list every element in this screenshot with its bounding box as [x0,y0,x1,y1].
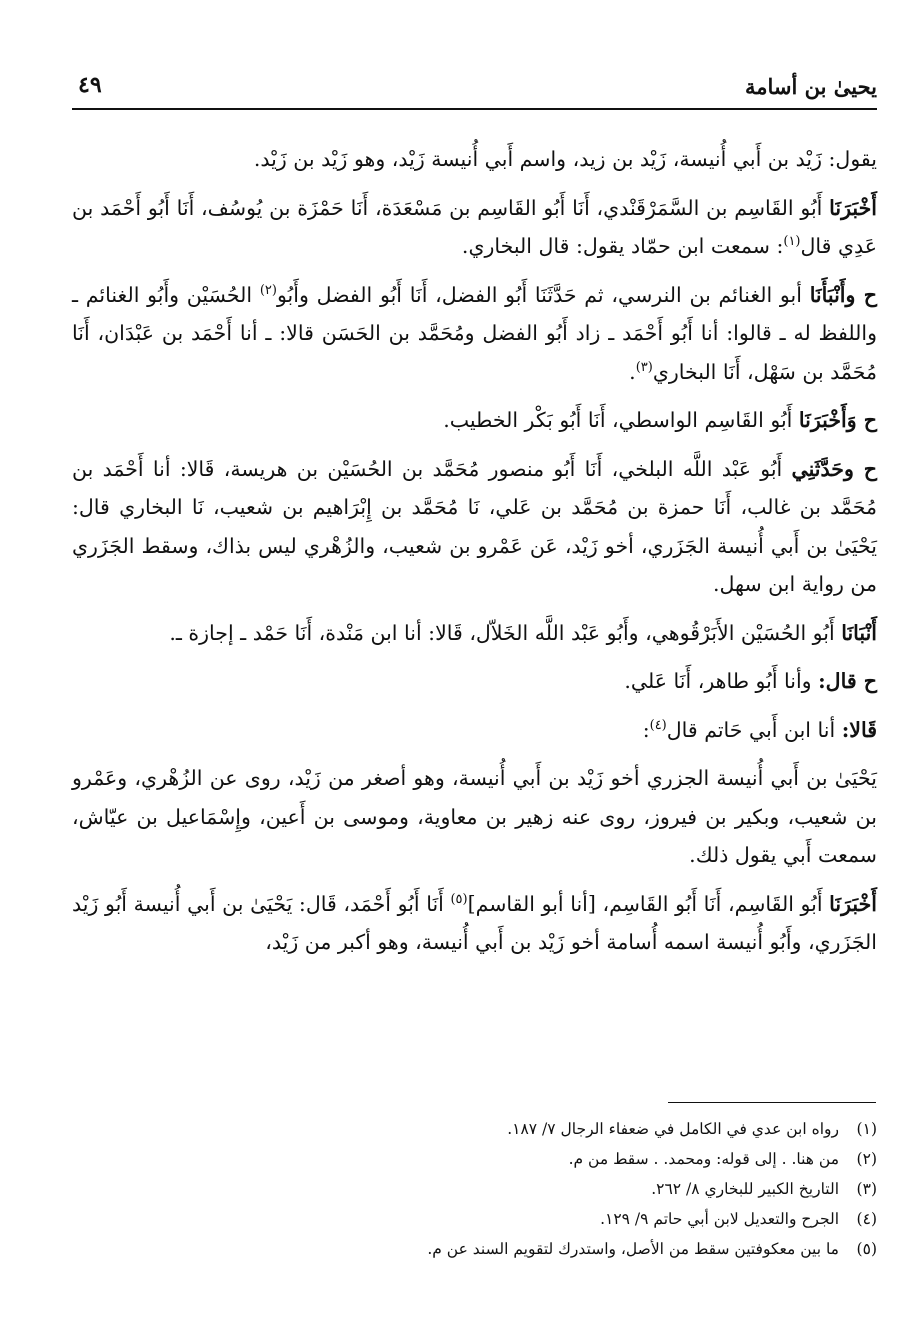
paragraph-text: يَحْيَىٰ بن أَبي أُنيسة الجزري أخو زَيْد بن أَبي أُنيسة، وهو أصغر من زَيْد، روى عن الزُهْري، وعَمْرو بن شعيب، وبكير بن فيروز، روى عنه زهير بن معاوية، وموسى بن أَعين، وإِسْمَاعيل بن عيّاش، سمعت أَبي يقول ذلك. [72,766,877,867]
running-title: يحيىٰ بن أسامة [744,74,877,99]
paragraph-text-cont: الحُسَيْن وأَبُو الغنائم ـ واللفظ له ـ قالوا: أنا أَبُو أَحْمَد ـ زاد أَبُو الفضل ومُحَمَّد بن الحَسَن قالا: ـ أنا أَحْمَد بن عَبْدَان، أَنَا مُحَمَّد بن سَهْل، أَنَا البخاري [72,282,877,384]
footnote-text: ما بين معكوفتين سقط من الأصل، واستدرك لتقويم السند عن م. [427,1240,839,1258]
paragraph-lead: ح وحَدَّثَنِي [791,456,877,481]
footnote-ref-4: (٤) [649,717,667,733]
running-header [72,62,877,110]
paragraph-lead: أَنْبَانَا [841,620,877,645]
paragraph-6 [72,614,877,653]
footnote-item [72,1234,877,1264]
footnote-text: الجرح والتعديل لابن أبي حاتم ٩/ ١٢٩. [600,1210,839,1228]
footnote-ref-1: (١) [783,234,801,250]
footnote-number: (١) [856,1120,877,1138]
paragraph-lead: ح قال: [818,669,877,693]
paragraph-10 [72,885,877,962]
footnote-divider [668,1102,876,1103]
paragraph-9 [72,759,877,875]
paragraph-lead: أَخْبَرَنَا [829,891,877,916]
page-number: ٤٩ [78,72,102,98]
paragraph-2 [72,189,877,266]
paragraph-text: أَبُو القَاسِم، أَنَا أَبُو القَاسِم، [أنا أبو القاسم] [467,891,830,916]
footnote-item [72,1114,877,1144]
paragraph-text-cont: : [642,717,650,742]
paragraph-text: أنا ابن أَبي حَاتم قال [666,717,842,742]
paragraph-lead: ح وأَنْبَأَنَا [809,282,877,307]
footnotes [72,1114,877,1264]
footnote-number: (٢) [856,1150,877,1168]
footnote-ref-5: (٥) [450,891,468,907]
paragraph-4 [72,401,877,440]
footnote-item [72,1144,877,1174]
footnote-ref-3: (٣) [635,359,653,375]
footnote-text: من هنا. . إلى قوله: ومحمد. . سقط من م. [568,1150,839,1168]
paragraph-7 [72,662,877,701]
footnote-number: (٣) [856,1180,877,1198]
paragraph-text: وأنا أَبُو طاهر، أَنَا عَلي. [624,669,819,693]
footnote-item [72,1204,877,1234]
paragraph-text: يقول: زَيْد بن أَبي أُنيسة، زَيْد بن زيد، واسم أَبي أُنيسة زَيْد، وهو زَيْد بن زَيْد. [253,147,877,171]
paragraph-1 [72,140,877,179]
paragraph-text-cont: أَنَا أَبُو أَحْمَد، قَال: يَحْيَىٰ بن أَبي أُنيسة أَبُو زَيْد الجَزَري، وأَبُو أُنيسة اسمه أُسامة أخو زَيْد بن أَبي أُنيسة، وهو أكبر من زَيْد، [72,891,877,954]
paragraph-text: أبو الغنائم بن النرسي، ثم حَدَّثَنَا أَبُو الفضل، أَنَا أَبُو الفضل وأَبُو [276,282,810,307]
footnote-number: (٥) [856,1240,877,1258]
footnote-number: (٤) [856,1210,877,1228]
paragraph-8 [72,711,877,750]
paragraph-lead: قَالا: [841,717,877,742]
paragraph-lead: أَخْبَرَنَا [829,195,877,220]
paragraph-3 [72,276,877,392]
footnote-text: التاريخ الكبير للبخاري ٨/ ٢٦٢. [651,1180,839,1198]
paragraph-text: أَبُو الحُسَيْن الأَبَرْقُوهي، وأَبُو عَبْد اللَّه الخَلاّل، قَالا: أنا ابن مَنْدة، أَنَا حَمْد ـ إجازة ـ. [169,620,842,645]
paragraph-lead: ح وَأَخْبَرَنَا [798,408,877,432]
main-text [72,140,877,972]
paragraph-text-end: . [629,359,636,384]
paragraph-text: أَبُو عَبْد اللَّه البلخي، أَنَا أَبُو منصور مُحَمَّد بن الحُسَيْن بن هريسة، قَالا: أنا أَحْمَد بن مُحَمَّد بن غالب، أَنَا حمزة بن مُحَمَّد بن عَلي، نَا مُحَمَّد بن إِبْرَاهيم بن شعيب، نَا البخاري قال: يَحْيَىٰ بن أَبي أُنيسة الجَزَري، أخو زَيْد، عَن عَمْرو بن شعيب، والزُهْري ليس بذاك، وسقط الجَزَري من رواية ابن سهل. [72,456,877,596]
footnote-text: رواه ابن عدي في الكامل في ضعفاء الرجال ٧/ ١٨٧. [507,1120,839,1138]
footnote-item [72,1174,877,1204]
footnote-ref-2: (٢) [259,282,277,298]
paragraph-text: أَبُو القَاسِم بن السَّمَرْقَنْدي، أَنَا أَبُو القَاسِم بن مَسْعَدَة، أَنَا حَمْزَة بن يُوسُف، أَنَا أَبُو أَحْمَد بن عَدِي قال [72,195,877,258]
paragraph-text: أَبُو القَاسِم الواسطي، أَنَا أَبُو بَكْر الخطيب. [443,408,799,432]
paragraph-5 [72,450,877,604]
paragraph-text-cont: : سمعت ابن حمّاد يقول: قال البخاري. [461,234,784,258]
